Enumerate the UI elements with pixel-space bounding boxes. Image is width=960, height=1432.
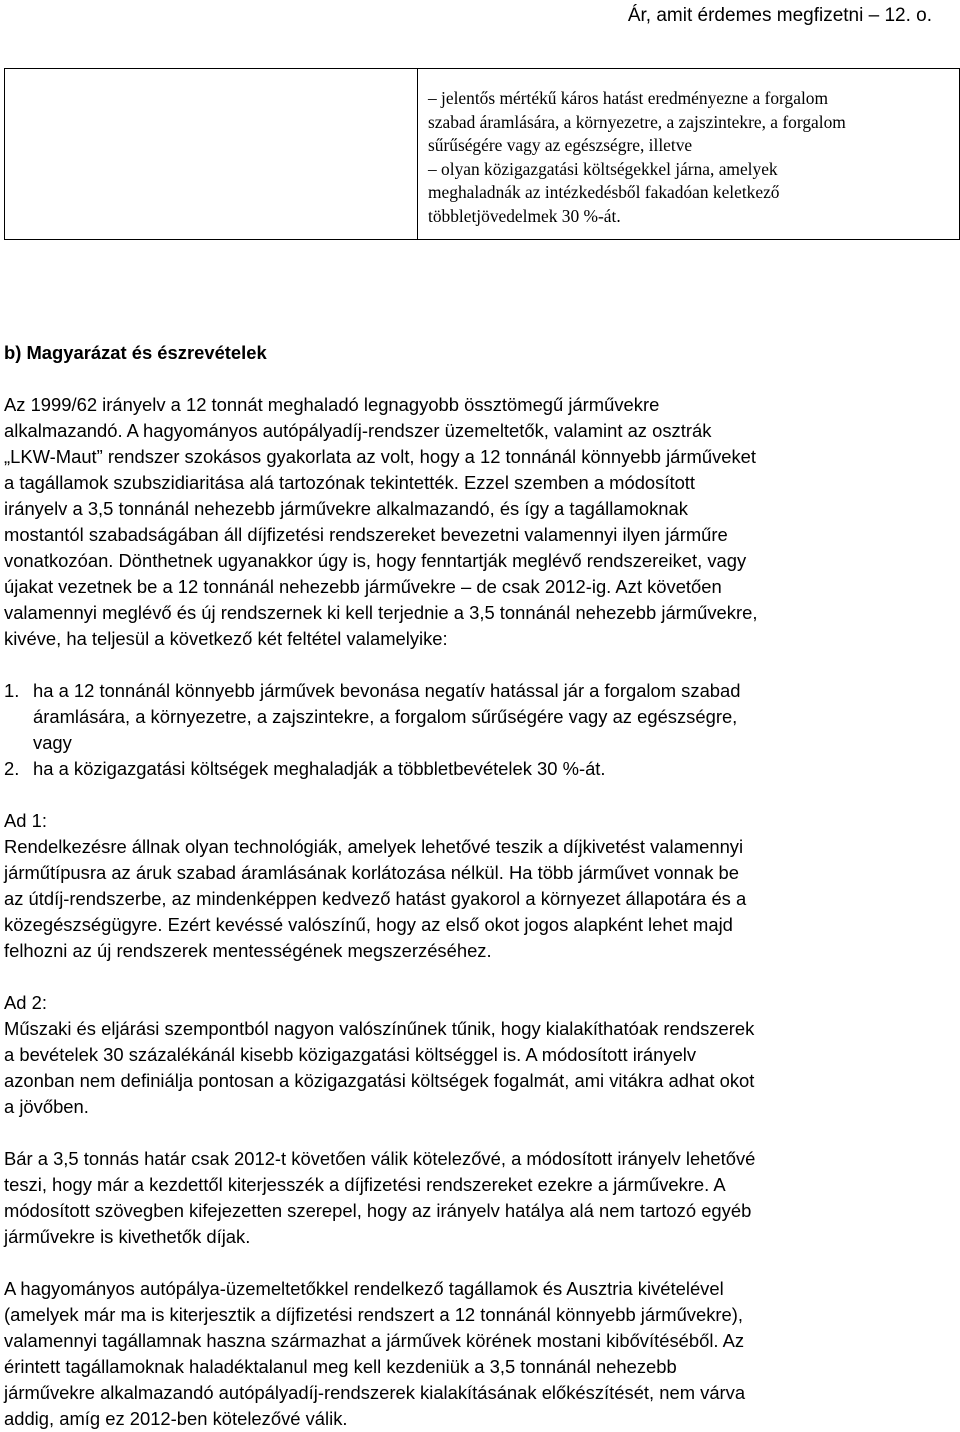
section-heading: b) Magyarázat és észrevételek [4,342,267,363]
text-line: Az 1999/62 irányelv a 12 tonnát meghaladó legnagyobb össztömegű járművekre [4,394,660,415]
list-number: 1. [4,680,20,701]
list-item-line: vagy [33,732,72,753]
text-line: közegészségügyre. Ezért kevéssé valószínű, hogy az első okot jogos alapként lehet majd [4,914,733,935]
paragraph-intro [4,392,934,652]
quote-text [418,69,959,228]
ad2-label: Ad 2: [4,992,47,1013]
text-line: Bár a 3,5 tonnás határ csak 2012-t követően válik kötelezővé, a módosított irányelv lehetővé [4,1148,756,1169]
ad1-label: Ad 1: [4,810,47,831]
quote-line: meghaladnák az intézkedésből fakadóan keletkező [428,182,780,202]
quote-line: szabad áramlására, a környezetre, a zajszintekre, a forgalom [428,111,846,132]
text-line: A hagyományos autópálya-üzemeltetőkkel rendelkező tagállamok és Ausztria kivételével [4,1278,724,1299]
quote-line: – olyan közigazgatási költségekkel járna, amelyek [428,158,778,179]
text-line: járművekre is kivethetők díjak. [4,1226,251,1247]
text-line: vonatkozóan. Dönthetnek ugyanakkor úgy is, hogy fenntartják meglévő rendszereiket, vagy [4,550,747,571]
text-line: (amelyek már ma is kiterjesztik a díjfizetési rendszert a 12 tonnánál könnyebb járművekre), [4,1304,744,1325]
text-line: irányelv a 3,5 tonnánál nehezebb járművekre alkalmazandó, és így a tagállamoknak [4,498,688,519]
text-line: a bevételek 30 százalékánál kisebb közigazgatási költséggel is. A módosított irányelv [4,1044,697,1065]
numbered-list [4,678,934,782]
page-header [0,4,932,28]
text-line: Rendelkezésre állnak olyan technológiák, amelyek lehetővé teszik a díjkivetést valamennyi [4,836,744,857]
text-line: azonban nem definiálja pontosan a közigazgatási költségek fogalmát, ami vitákra adhat okot [4,1070,755,1091]
text-line: teszi, hogy már a kezdettől kiterjesszék a díjfizetési rendszereket ezekre a járművekre. A [4,1174,726,1195]
list-item [4,678,934,756]
page-header-text: Ár, amit érdemes megfizetni – 12. o. [627,5,932,26]
list-number: 2. [4,758,20,779]
quote-line: – jelentős mértékű káros hatást eredményezne a forgalom [428,88,828,108]
quote-box-text-cell [418,69,960,240]
text-line: járműtípusra az áruk szabad áramlásának korlátozása nélkül. Ha több járművet vonnak be [4,862,739,883]
quote-line: többletjövedelmek 30 %-át. [428,205,621,226]
quote-box [4,68,960,240]
list-item-line: ha a közigazgatási költségek meghaladják a többletbevételek 30 %-át. [33,758,606,779]
text-line: Műszaki és eljárási szempontból nagyon valószínűnek tűnik, hogy kialakíthatóak rendszerek [4,1018,755,1039]
text-line: „LKW-Maut” rendszer szokásos gyakorlata az volt, hogy a 12 tonnánál könnyebb járműveket [4,446,757,467]
list-item [4,756,934,782]
text-line: a jövőben. [4,1096,89,1117]
text-line: a tagállamok szubszidiaritása alá tartozónak tekintették. Ezzel szemben a módosított [4,472,696,493]
list-item-line: ha a 12 tonnánál könnyebb járművek bevonása negatív hatással jár a forgalom szabad [33,680,741,701]
paragraph-ad2 [4,990,934,1120]
text-line: érintett tagállamoknak haladéktalanul meg kell kezdeniük a 3,5 tonnánál nehezebb [4,1356,677,1377]
quote-box-empty-cell [5,69,418,240]
paragraph-ad1 [4,808,934,964]
text-line: felhozni az új rendszerek mentességének megszerzéséhez. [4,940,492,961]
paragraph-member-states [4,1276,934,1432]
text-line: az útdíj-rendszerbe, az mindenképpen kedvező hatást gyakorol a környezet állapotára és a [4,888,747,909]
text-line: alkalmazandó. A hagyományos autópályadíj-rendszer üzemeltetők, valamint az osztrák [4,420,712,441]
paragraph-threshold [4,1146,934,1250]
text-line: járművekre alkalmazandó autópályadíj-rendszerek kialakításának előkészítését, nem várva [4,1382,746,1403]
text-line: kivéve, ha teljesül a következő két feltétel valamelyike: [4,628,448,649]
list-item-line: áramlására, a környezetre, a zajszintekre, a forgalom sűrűségére vagy az egészségre, [33,706,738,727]
text-line: valamennyi tagállamnak haszna származhat a járművek körének mostani kibővítéséből. Az [4,1330,745,1351]
text-line: mostantól szabadságában áll díjfizetési rendszereket bevezetni valamennyi ilyen járműre [4,524,728,545]
text-line: módosított szövegben kifejezetten szerepel, hogy az irányelv hatálya alá nem tartozó egyéb [4,1200,752,1221]
text-line: újakat vezetnek be a 12 tonnánál nehezebb járművekre – de csak 2012-ig. Azt követően [4,576,722,597]
text-line: addig, amíg ez 2012-ben kötelezővé válik. [4,1408,348,1429]
quote-line: sűrűségére vagy az egészségre, illetve [428,135,693,155]
section-body [4,340,934,1432]
text-line: valamennyi meglévő és új rendszernek ki kell terjednie a 3,5 tonnánál nehezebb járművekre, [4,602,758,623]
